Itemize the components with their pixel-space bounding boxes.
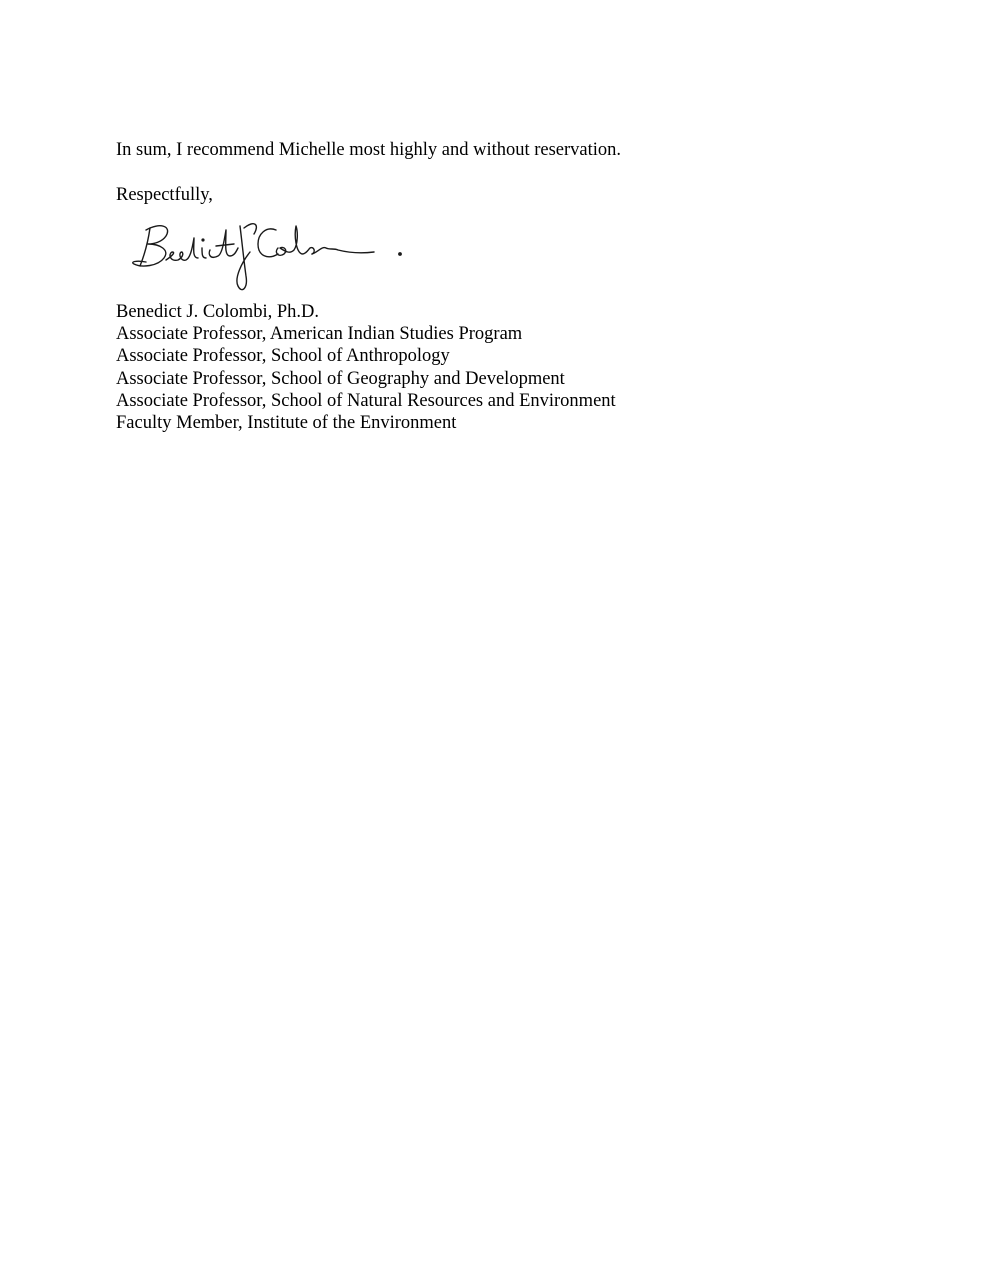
valediction: Respectfully, [116,185,213,205]
signatory-title: Associate Professor, School of Natural Resources and Environment [116,390,616,411]
signature-block [116,301,616,434]
signatory-name: Benedict J. Colombi, Ph.D. [116,302,319,322]
signatory-title: Associate Professor, School of Anthropology [116,346,450,367]
closing-statement: In sum, I recommend Michelle most highly and without reservation. [116,140,622,160]
signatory-title: Associate Professor, School of Geography and Development [116,368,565,389]
signatory-title: Faculty Member, Institute of the Environment [116,413,457,434]
signature-image [126,212,416,296]
signatory-title: Associate Professor, American Indian Studies Program [116,324,523,345]
